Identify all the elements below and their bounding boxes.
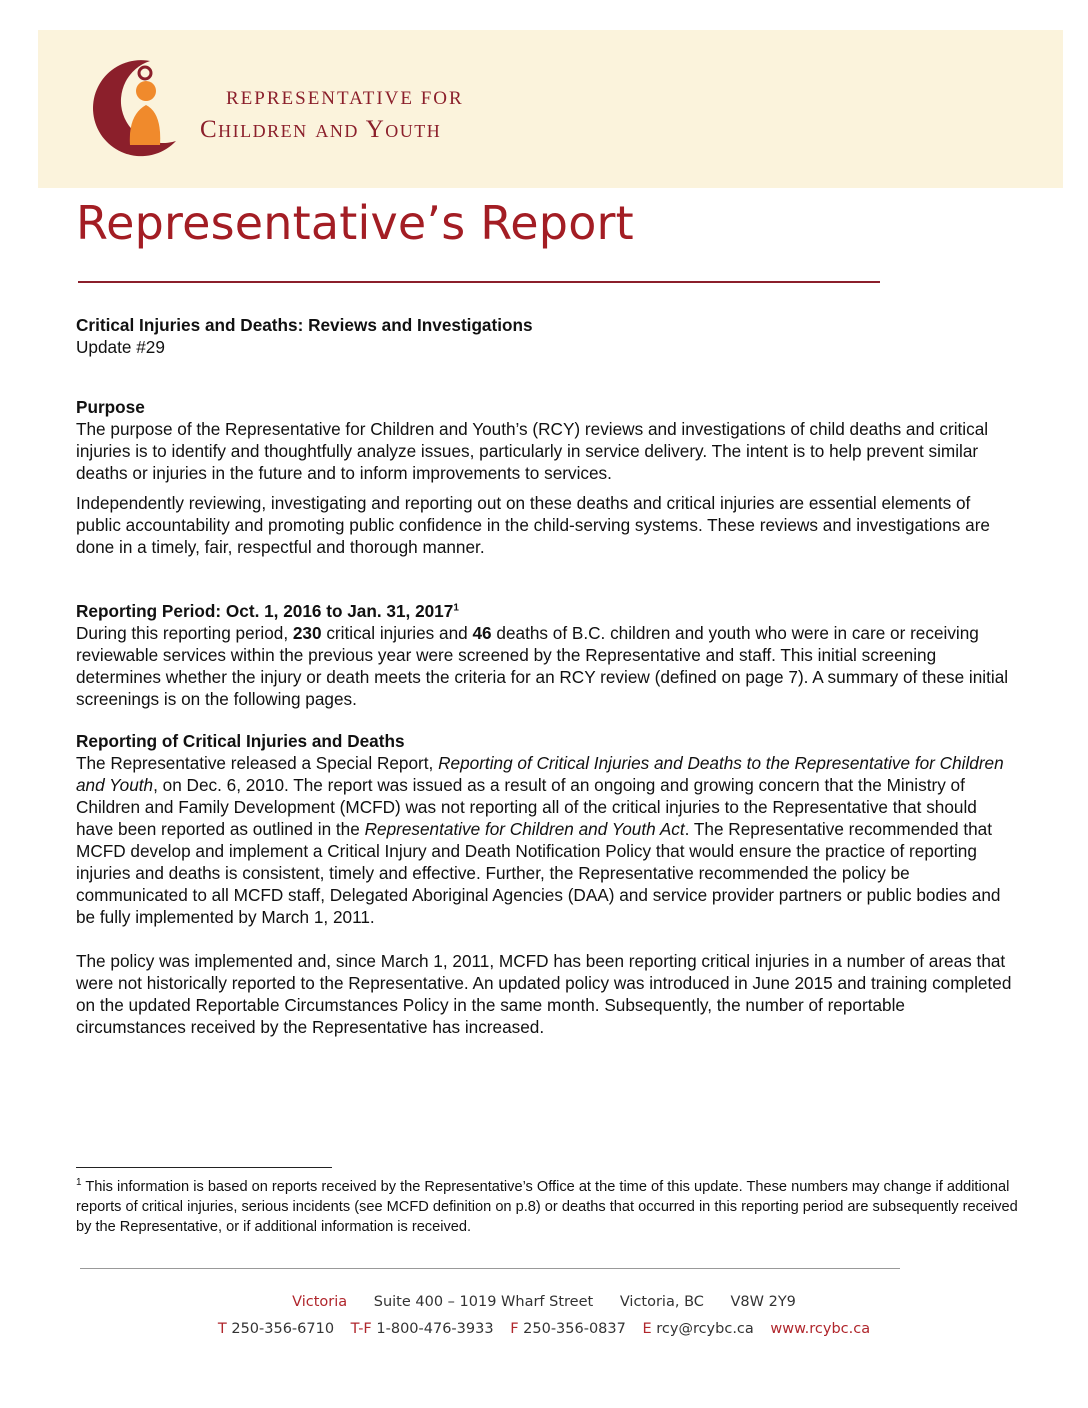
footnote-reference: 1	[453, 602, 459, 614]
reporting-text-b: critical injuries and	[321, 623, 473, 643]
reporting-period-heading-text: Reporting Period: Oct. 1, 2016 to Jan. 31, 2017	[76, 601, 454, 621]
purpose-heading: Purpose	[76, 397, 145, 417]
email-label: E	[642, 1321, 652, 1337]
reporting-section-heading: Reporting of Critical Injuries and Deaths	[76, 731, 405, 751]
fax-label: F	[510, 1321, 519, 1337]
purpose-paragraph-2: Independently reviewing, investigating and reporting out on these deaths and critical injuries are essential elements of public accountability and promoting public confidence in the child-serving systems. These reviews and investigations are done in a timely, fair, respectful and thorough manner.	[76, 493, 990, 557]
tollfree-number: 1-800-476-3933	[376, 1321, 494, 1337]
rcy-logo-icon	[88, 55, 178, 163]
footnote-divider	[76, 1167, 332, 1168]
reporting-section-paragraph-2: The policy was implemented and, since March 1, 2011, MCFD has been reporting critical injuries in a number of areas that were not historically reported to the Representative. An updated policy was introduced in June 2015 and training completed on the updated Reportable Circumstances Policy in the same month. Subsequently, the number of reportable circumstances received by the Representative has increased.	[76, 951, 1012, 1037]
org-name-line1: REPRESENTATIVE FOR	[226, 88, 464, 109]
email-link[interactable]: rcy@rcybc.ca	[656, 1321, 754, 1337]
purpose-paragraph-1: The purpose of the Representative for Children and Youth’s (RCY) reviews and investigations of child deaths and critical injuries is to identify and thoughtfully analyze issues, particularly in service delivery. The intent is to help prevent similar deaths or injuries in the future and to inform improvements to services.	[76, 419, 989, 483]
reporting-section-text-b: , on Dec. 6, 2010. The report was issued as a result of an ongoing and growing concern that the Ministry of Children and Family Development (MCFD) was not reporting all of the critical injuries to the Representative that should have been reported as outlined in the	[76, 775, 977, 839]
update-number: Update #29	[76, 337, 165, 357]
footer-contacts	[0, 1321, 1088, 1337]
footer-street: Suite 400 – 1019 Wharf Street	[373, 1294, 594, 1310]
reporting-text-c: deaths of B.C. children and youth who were in care or receiving reviewable services within the previous year were screened by the Representative and staff. This initial screening determines whether the injury or death meets the criteria for an RCY review (defined on page 7). A summary of these initial screenings is on the following pages.	[76, 623, 1009, 709]
title-divider	[78, 281, 880, 283]
reporting-section-text-c: . The Representative recommended that MCFD develop and implement a Critical Injury and Death Notification Policy that would ensure the practice of reporting injuries and deaths is consistent, timely and effective. Further, the Representative recommended the policy be communicated to all MCFD staff, Delegated Aboriginal Agencies (DAA) and service provider partners or public bodies and be fully implemented by March 1, 2011.	[76, 819, 1001, 927]
reporting-period-paragraph	[76, 622, 1016, 710]
phone-number: 250-356-6710	[231, 1321, 335, 1337]
org-name-line2: Children and Youth	[200, 116, 442, 143]
footnote	[76, 1177, 1021, 1237]
special-report-title: Reporting of Critical Injuries and Deaths to the Representative for Children and Youth	[76, 753, 1004, 795]
document-body	[76, 314, 1016, 1038]
reporting-text-a: During this reporting period,	[76, 623, 293, 643]
deaths-count: 46	[472, 623, 492, 643]
reporting-period-heading	[76, 600, 1016, 622]
tollfree-label: T-F	[350, 1321, 372, 1337]
reporting-section-paragraph-1	[76, 752, 1016, 928]
footer-city: Victoria	[292, 1294, 348, 1310]
document-subtitle: Critical Injuries and Deaths: Reviews and Investigations	[76, 315, 533, 335]
footnote-text: This information is based on reports received by the Representative’s Office at the time of this update. These numbers may change if additional reports of critical injuries, serious incidents (see MCFD definition on p.8) or deaths that occurred in this reporting period are subsequently received by the Representative, or if additional information is received.	[76, 1179, 1018, 1235]
act-title: Representative for Children and Youth Act	[364, 819, 685, 839]
reporting-section-text-a: The Representative released a Special Report,	[76, 753, 439, 773]
footer-city-province: Victoria, BC	[619, 1294, 704, 1310]
footnote-number: 1	[76, 1177, 82, 1189]
header-banner	[38, 30, 1063, 188]
footer-address	[0, 1294, 1088, 1310]
report-title: Representative’s Report	[76, 196, 634, 250]
phone-label: T	[217, 1321, 227, 1337]
website-link[interactable]: www.rcybc.ca	[770, 1321, 871, 1337]
critical-injuries-count: 230	[292, 623, 322, 643]
footer-divider	[80, 1268, 900, 1269]
fax-number: 250-356-0837	[523, 1321, 626, 1337]
footer-postal-code: V8W 2Y9	[730, 1294, 796, 1310]
